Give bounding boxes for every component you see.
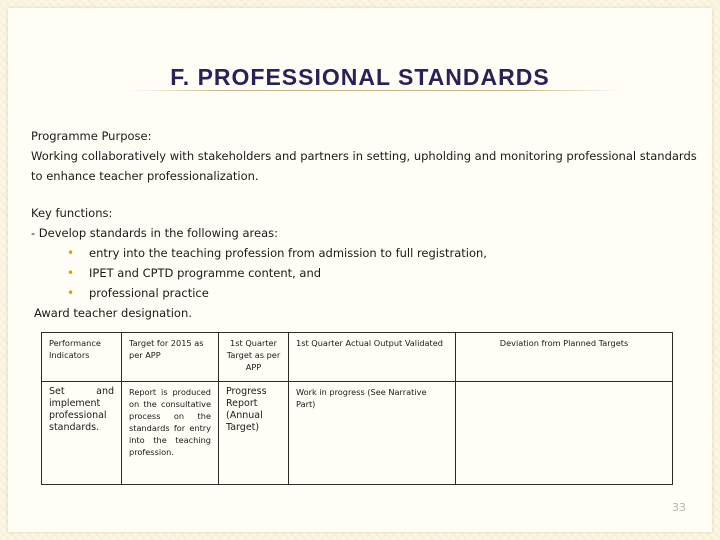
bullet-text: professional practice xyxy=(89,286,209,300)
header-cell-deviation: Deviation from Planned Targets xyxy=(456,333,673,382)
header-cell-quarter-target: 1st Quarter Target as per APP xyxy=(219,333,289,382)
header-cell-target: Target for 2015 as per APP xyxy=(122,333,219,382)
bullet-item xyxy=(31,283,701,303)
purpose-heading: Programme Purpose: xyxy=(31,129,152,143)
performance-table xyxy=(41,332,673,485)
spacer xyxy=(31,186,701,203)
functions-heading: Key functions: xyxy=(31,206,113,220)
table-row xyxy=(42,382,673,485)
title-underline xyxy=(126,90,622,91)
header-cell-actual-output: 1st Quarter Actual Output Validated xyxy=(289,333,456,382)
functions-closing: Award teacher designation. xyxy=(34,306,192,320)
cell-actual-output: Work in progress (See Narrative Part) xyxy=(289,382,456,485)
purpose-text: Working collaboratively with stakeholders and partners in setting, upholding and monitoring professional standards to enhance teacher professionalization. xyxy=(31,149,697,183)
header-cell-indicators: Performance Indicators xyxy=(42,333,122,382)
bullet-text: entry into the teaching profession from admission to full registration, xyxy=(89,246,487,260)
bullet-text: IPET and CPTD programme content, and xyxy=(89,266,322,280)
bullet-item xyxy=(31,243,701,263)
cell-target: Report is produced on the consultative process on the standards for entry into the teaching profession. xyxy=(122,382,219,485)
bullet-icon: • xyxy=(67,246,75,260)
bullet-icon: • xyxy=(67,266,75,280)
bullet-icon: • xyxy=(67,286,75,300)
cell-deviation xyxy=(456,382,673,485)
page-number: 33 xyxy=(672,501,686,514)
cell-quarter-target: Progress Report (Annual Target) xyxy=(219,382,289,485)
cell-indicator: Set and implement professional standards. xyxy=(42,382,122,485)
bullet-item xyxy=(31,263,701,283)
page-title: F. PROFESSIONAL STANDARDS xyxy=(170,64,550,90)
functions-intro: - Develop standards in the following areas: xyxy=(31,226,278,240)
slide xyxy=(8,8,712,532)
slide-body xyxy=(31,126,701,323)
table-header-row xyxy=(42,333,673,382)
